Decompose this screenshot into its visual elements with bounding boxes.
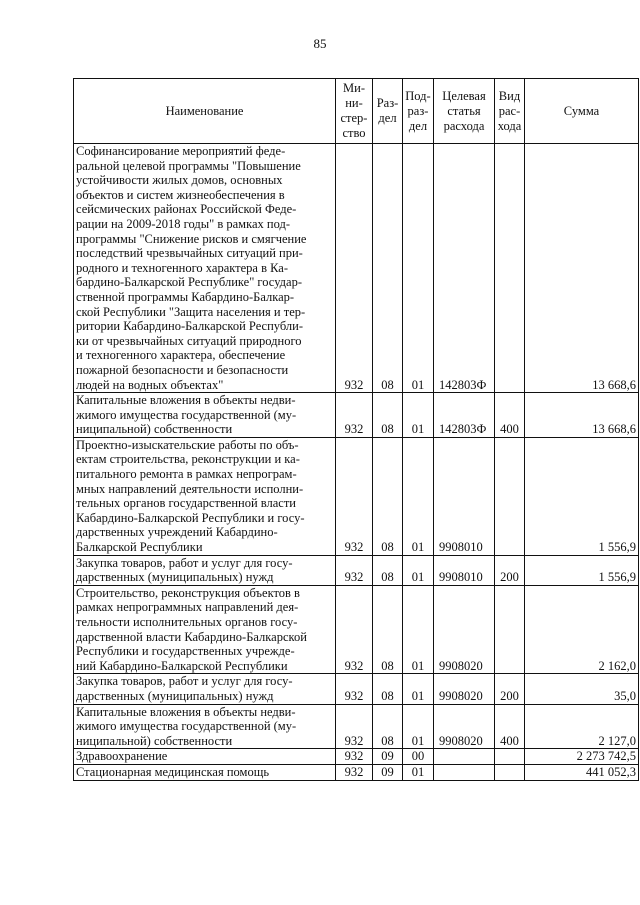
- header-row: [74, 79, 639, 144]
- header-line: рас-: [498, 103, 521, 118]
- name-line: мных направлений деятельности исполни-: [76, 481, 304, 496]
- cell-subsection: 01: [403, 555, 434, 585]
- table-row: [74, 749, 639, 765]
- cell-section: 08: [373, 704, 403, 749]
- header-line: хода: [497, 118, 522, 133]
- cell-amount: 2 162,0: [525, 585, 639, 674]
- cell-section: 08: [373, 555, 403, 585]
- cell-section: 09: [373, 764, 403, 780]
- name-line: жимого имущества государственной (му-: [76, 719, 297, 734]
- cell-expense-type: 200: [495, 555, 525, 585]
- cell-expense-type: [495, 749, 525, 765]
- name-line: пожарной безопасности и безопасности: [76, 362, 289, 377]
- header-line: Вид: [498, 88, 521, 103]
- name-line: родного и техногенного характера в Ка-: [76, 260, 288, 275]
- name-line: Балкарской Республики: [76, 540, 203, 555]
- cell-ministry: 932: [336, 585, 373, 674]
- cell-subsection: 01: [403, 674, 434, 704]
- cell-name: [74, 749, 336, 765]
- name-line: ектам строительства, реконструкции и ка-: [76, 452, 300, 467]
- cell-amount: 2 127,0: [525, 704, 639, 749]
- header-subsection: [403, 79, 434, 144]
- cell-ministry: 932: [336, 144, 373, 393]
- table-row: [74, 674, 639, 704]
- name-line: дарственных (муниципальных) нужд: [76, 570, 274, 585]
- name-line: питального ремонта в рамках непрограм-: [76, 467, 297, 482]
- name-line: последствий чрезвычайных ситуаций при-: [76, 246, 303, 261]
- cell-name: [74, 585, 336, 674]
- cell-target-article: 9908020: [434, 585, 495, 674]
- header-line: стер-: [340, 111, 368, 125]
- header-line: ни-: [345, 96, 363, 110]
- cell-section: 08: [373, 437, 403, 555]
- name-line: Проектно-изыскательские работы по объ-: [76, 437, 299, 452]
- cell-expense-type: [495, 144, 525, 393]
- cell-name: [74, 393, 336, 438]
- header-expense-type: [495, 79, 525, 144]
- name-line: ственной программы Кабардино-Балкар-: [76, 289, 295, 304]
- cell-target-article: 9908010: [434, 555, 495, 585]
- name-line: Закупка товаров, работ и услуг для госу-: [76, 555, 293, 570]
- header-line: ство: [342, 126, 366, 140]
- header-name: Наименование: [74, 79, 336, 144]
- name-line: бардино-Балкарской Республике" государ-: [76, 275, 302, 290]
- name-line: Стационарная медицинская помощь: [76, 764, 270, 779]
- header-line: Под-: [405, 88, 431, 103]
- header-line: дел: [408, 118, 428, 133]
- name-line: дарственных учреждений Кабардино-: [76, 525, 278, 540]
- cell-amount: 1 556,9: [525, 437, 639, 555]
- header-line: дел: [378, 111, 397, 125]
- header-line: Ми-: [343, 81, 365, 95]
- cell-subsection: 01: [403, 393, 434, 438]
- header-line: раз-: [407, 103, 429, 118]
- header-target-article: [434, 79, 495, 144]
- cell-section: 09: [373, 749, 403, 765]
- name-line: объектов и систем жизнеобеспечения в: [76, 187, 285, 202]
- name-line: программы "Снижение рисков и смягчение: [76, 231, 307, 246]
- name-line: ритории Кабардино-Балкарской Республи-: [76, 319, 304, 334]
- cell-subsection: 00: [403, 749, 434, 765]
- name-line: Здравоохранение: [76, 749, 168, 764]
- name-line: сейсмических районах Российской Феде-: [76, 202, 297, 217]
- table-row: [74, 144, 639, 393]
- header-line: Раз-: [376, 96, 399, 110]
- header-section: [373, 79, 403, 144]
- name-line: ральной целевой программы "Повышение: [76, 158, 301, 173]
- name-line: рамках непрограммных направлений дея-: [76, 600, 299, 615]
- page-number: 85: [313, 36, 327, 51]
- cell-ministry: 932: [336, 555, 373, 585]
- header-amount: Сумма: [525, 79, 639, 144]
- table-row: [74, 393, 639, 438]
- cell-expense-type: 400: [495, 393, 525, 438]
- cell-expense-type: [495, 437, 525, 555]
- table-row: [74, 764, 639, 780]
- cell-subsection: 01: [403, 764, 434, 780]
- header-ministry: [336, 79, 373, 144]
- cell-subsection: 01: [403, 437, 434, 555]
- name-line: Капитальные вложения в объекты недви-: [76, 393, 296, 408]
- name-line: людей на водных объектах": [76, 377, 224, 392]
- cell-amount: 13 668,6: [525, 393, 639, 438]
- cell-target-article: 9908020: [434, 704, 495, 749]
- cell-subsection: 01: [403, 144, 434, 393]
- name-line: Софинансирование мероприятий феде-: [76, 144, 286, 158]
- cell-name: [74, 764, 336, 780]
- cell-target-article: 142803Ф: [434, 144, 495, 393]
- cell-ministry: 932: [336, 393, 373, 438]
- cell-expense-type: [495, 764, 525, 780]
- name-line: ской Республики "Защита населения и тер-: [76, 304, 306, 319]
- name-line: Строительство, реконструкция объектов в: [76, 585, 300, 600]
- cell-name: [74, 555, 336, 585]
- cell-name: [74, 704, 336, 749]
- cell-ministry: 932: [336, 437, 373, 555]
- cell-target-article: 142803Ф: [434, 393, 495, 438]
- cell-name: [74, 437, 336, 555]
- cell-expense-type: [495, 585, 525, 674]
- name-line: и техногенного характера, обеспечение: [76, 348, 286, 363]
- name-line: дарственной власти Кабардино-Балкарской: [76, 629, 307, 644]
- name-line: ки от чрезвычайных ситуаций природного: [76, 333, 302, 348]
- name-line: жимого имущества государственной (му-: [76, 407, 297, 422]
- table-row: [74, 585, 639, 674]
- name-line: устойчивости жилых домов, основных: [76, 173, 283, 188]
- cell-subsection: 01: [403, 704, 434, 749]
- cell-expense-type: 400: [495, 704, 525, 749]
- cell-expense-type: 200: [495, 674, 525, 704]
- cell-amount: 2 273 742,5: [525, 749, 639, 765]
- cell-ministry: 932: [336, 674, 373, 704]
- cell-target-article: 9908010: [434, 437, 495, 555]
- name-line: Капитальные вложения в объекты недви-: [76, 704, 296, 719]
- cell-subsection: 01: [403, 585, 434, 674]
- cell-amount: 13 668,6: [525, 144, 639, 393]
- header-line: расхода: [443, 118, 485, 133]
- cell-name: [74, 674, 336, 704]
- cell-name: [74, 144, 336, 393]
- cell-ministry: 932: [336, 704, 373, 749]
- name-line: ний Кабардино-Балкарской Республики: [76, 658, 288, 673]
- cell-amount: 441 052,3: [525, 764, 639, 780]
- budget-table: [73, 78, 639, 781]
- name-line: Закупка товаров, работ и услуг для госу-: [76, 674, 293, 689]
- name-line: дарственных (муниципальных) нужд: [76, 688, 274, 703]
- table-row: [74, 555, 639, 585]
- name-line: ниципальной) собственности: [76, 422, 233, 437]
- header-line: Целевая: [442, 88, 486, 103]
- cell-amount: 1 556,9: [525, 555, 639, 585]
- cell-target-article: 9908020: [434, 674, 495, 704]
- name-line: ниципальной) собственности: [76, 733, 233, 748]
- cell-target-article: [434, 749, 495, 765]
- cell-target-article: [434, 764, 495, 780]
- header-line: статья: [447, 103, 481, 118]
- cell-section: 08: [373, 393, 403, 438]
- cell-ministry: 932: [336, 749, 373, 765]
- table-row: [74, 704, 639, 749]
- cell-section: 08: [373, 144, 403, 393]
- name-line: Республики и государственных учрежде-: [76, 644, 295, 659]
- name-line: тельности исполнительных органов госу-: [76, 615, 298, 629]
- cell-amount: 35,0: [525, 674, 639, 704]
- cell-ministry: 932: [336, 764, 373, 780]
- name-line: рации на 2009-2018 годы" в рамках под-: [76, 216, 290, 231]
- name-line: Кабардино-Балкарской Республики и госу-: [76, 510, 305, 525]
- name-line: тельных органов государственной власти: [76, 496, 296, 511]
- cell-section: 08: [373, 674, 403, 704]
- cell-section: 08: [373, 585, 403, 674]
- table-row: [74, 437, 639, 555]
